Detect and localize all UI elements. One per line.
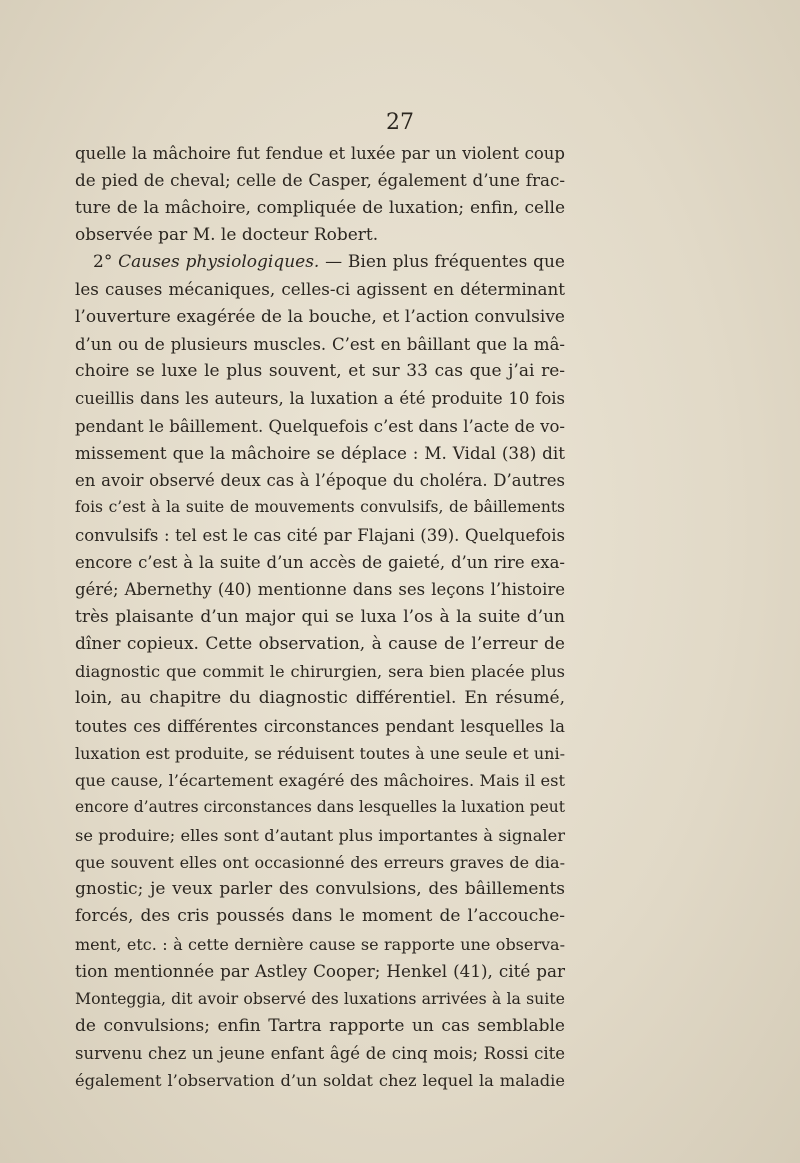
- section-title: Causes physiologiques.: [118, 252, 320, 273]
- text-line: que cause, l’écartement exagéré des mâchoires. Mais il est: [75, 771, 565, 791]
- text-line: convulsifs : tel est le cas cité par Flajani (39). Quelquefois: [75, 525, 565, 545]
- text-line: missement que la mâchoire se déplace : M. Vidal (38) dit: [75, 442, 565, 463]
- text-line: diagnostic que commit le chirurgien, sera bien placée plus: [75, 662, 565, 682]
- text-line: choire se luxe le plus souvent, et sur 33 cas que j’ai re-: [75, 361, 565, 382]
- page-number: 27: [386, 110, 414, 135]
- text-line: se produire; elles sont d’autant plus importantes à signaler: [75, 825, 565, 845]
- text-line: l’ouverture exagérée de la bouche, et l’action convulsive: [75, 306, 565, 327]
- section-number: 2°: [93, 252, 119, 273]
- text-line: quelle la mâchoire fut fendue et luxée par un violent coup: [75, 144, 565, 163]
- body-text: [75, 140, 565, 1094]
- text-line: géré; Abernethy (40) mentionne dans ses leçons l’histoire: [75, 580, 565, 600]
- text-line: de convulsions; enfin Tartra rapporte un cas semblable: [75, 1015, 565, 1036]
- text-line: que souvent elles ont occasionné des erreurs graves de dia-: [75, 852, 565, 872]
- text-line: de pied de cheval; celle de Casper, également d’une frac-: [75, 170, 565, 191]
- text-line: loin, au chapitre du diagnostic différentiel. En résumé,: [75, 688, 565, 709]
- text-line: ture de la mâchoire, compliquée de luxation; enfin, celle: [75, 197, 565, 218]
- text-line: survenu chez un jeune enfant âgé de cinq mois; Rossi cite: [75, 1043, 565, 1063]
- text-line: tion mentionnée par Astley Cooper; Henkel (41), cité par: [75, 960, 565, 981]
- text-line: observée par M. le docteur Robert.: [75, 224, 379, 245]
- text-line: en avoir observé deux cas à l’époque du choléra. D’autres: [75, 471, 565, 491]
- text-line: forcés, des cris poussés dans le moment de l’accouche-: [75, 906, 565, 927]
- text-line: ment, etc. : à cette dernière cause se rapporte une observa-: [75, 934, 565, 954]
- text-line: toutes ces différentes circonstances pendant lesquelles la: [75, 716, 565, 736]
- text-line: dîner copieux. Cette observation, à cause de l’erreur de: [75, 633, 565, 654]
- text-line: pendant le bâillement. Quelquefois c’est dans l’acte de vo-: [75, 416, 565, 436]
- text-line: encore d’autres circonstances dans lesquelles la luxation peut: [75, 798, 565, 817]
- text-line: les causes mécaniques, celles-ci agissent en déterminant: [75, 279, 565, 300]
- text-line: encore c’est à la suite d’un accès de gaieté, d’un rire exa-: [75, 552, 565, 572]
- text-line: fois c’est à la suite de mouvements convulsifs, de bâillements: [75, 498, 565, 517]
- section-text: — Bien plus fréquentes que: [319, 252, 565, 273]
- text-line: également l’observation d’un soldat chez lequel la maladie: [75, 1071, 565, 1091]
- text-line: Monteggia, dit avoir observé des luxations arrivées à la suite: [75, 989, 565, 1009]
- text-line: luxation est produite, se réduisent toutes à une seule et uni-: [75, 743, 565, 763]
- text-line: très plaisante d’un major qui se luxa l’os à la suite d’un: [75, 606, 565, 627]
- text-line-section-heading: [75, 249, 565, 276]
- text-line: cueillis dans les auteurs, la luxation a été produite 10 fois: [75, 389, 565, 409]
- text-line: gnostic; je veux parler des convulsions, des bâillements: [75, 879, 565, 900]
- text-line: d’un ou de plusieurs muscles. C’est en bâillant que la mâ-: [75, 334, 565, 354]
